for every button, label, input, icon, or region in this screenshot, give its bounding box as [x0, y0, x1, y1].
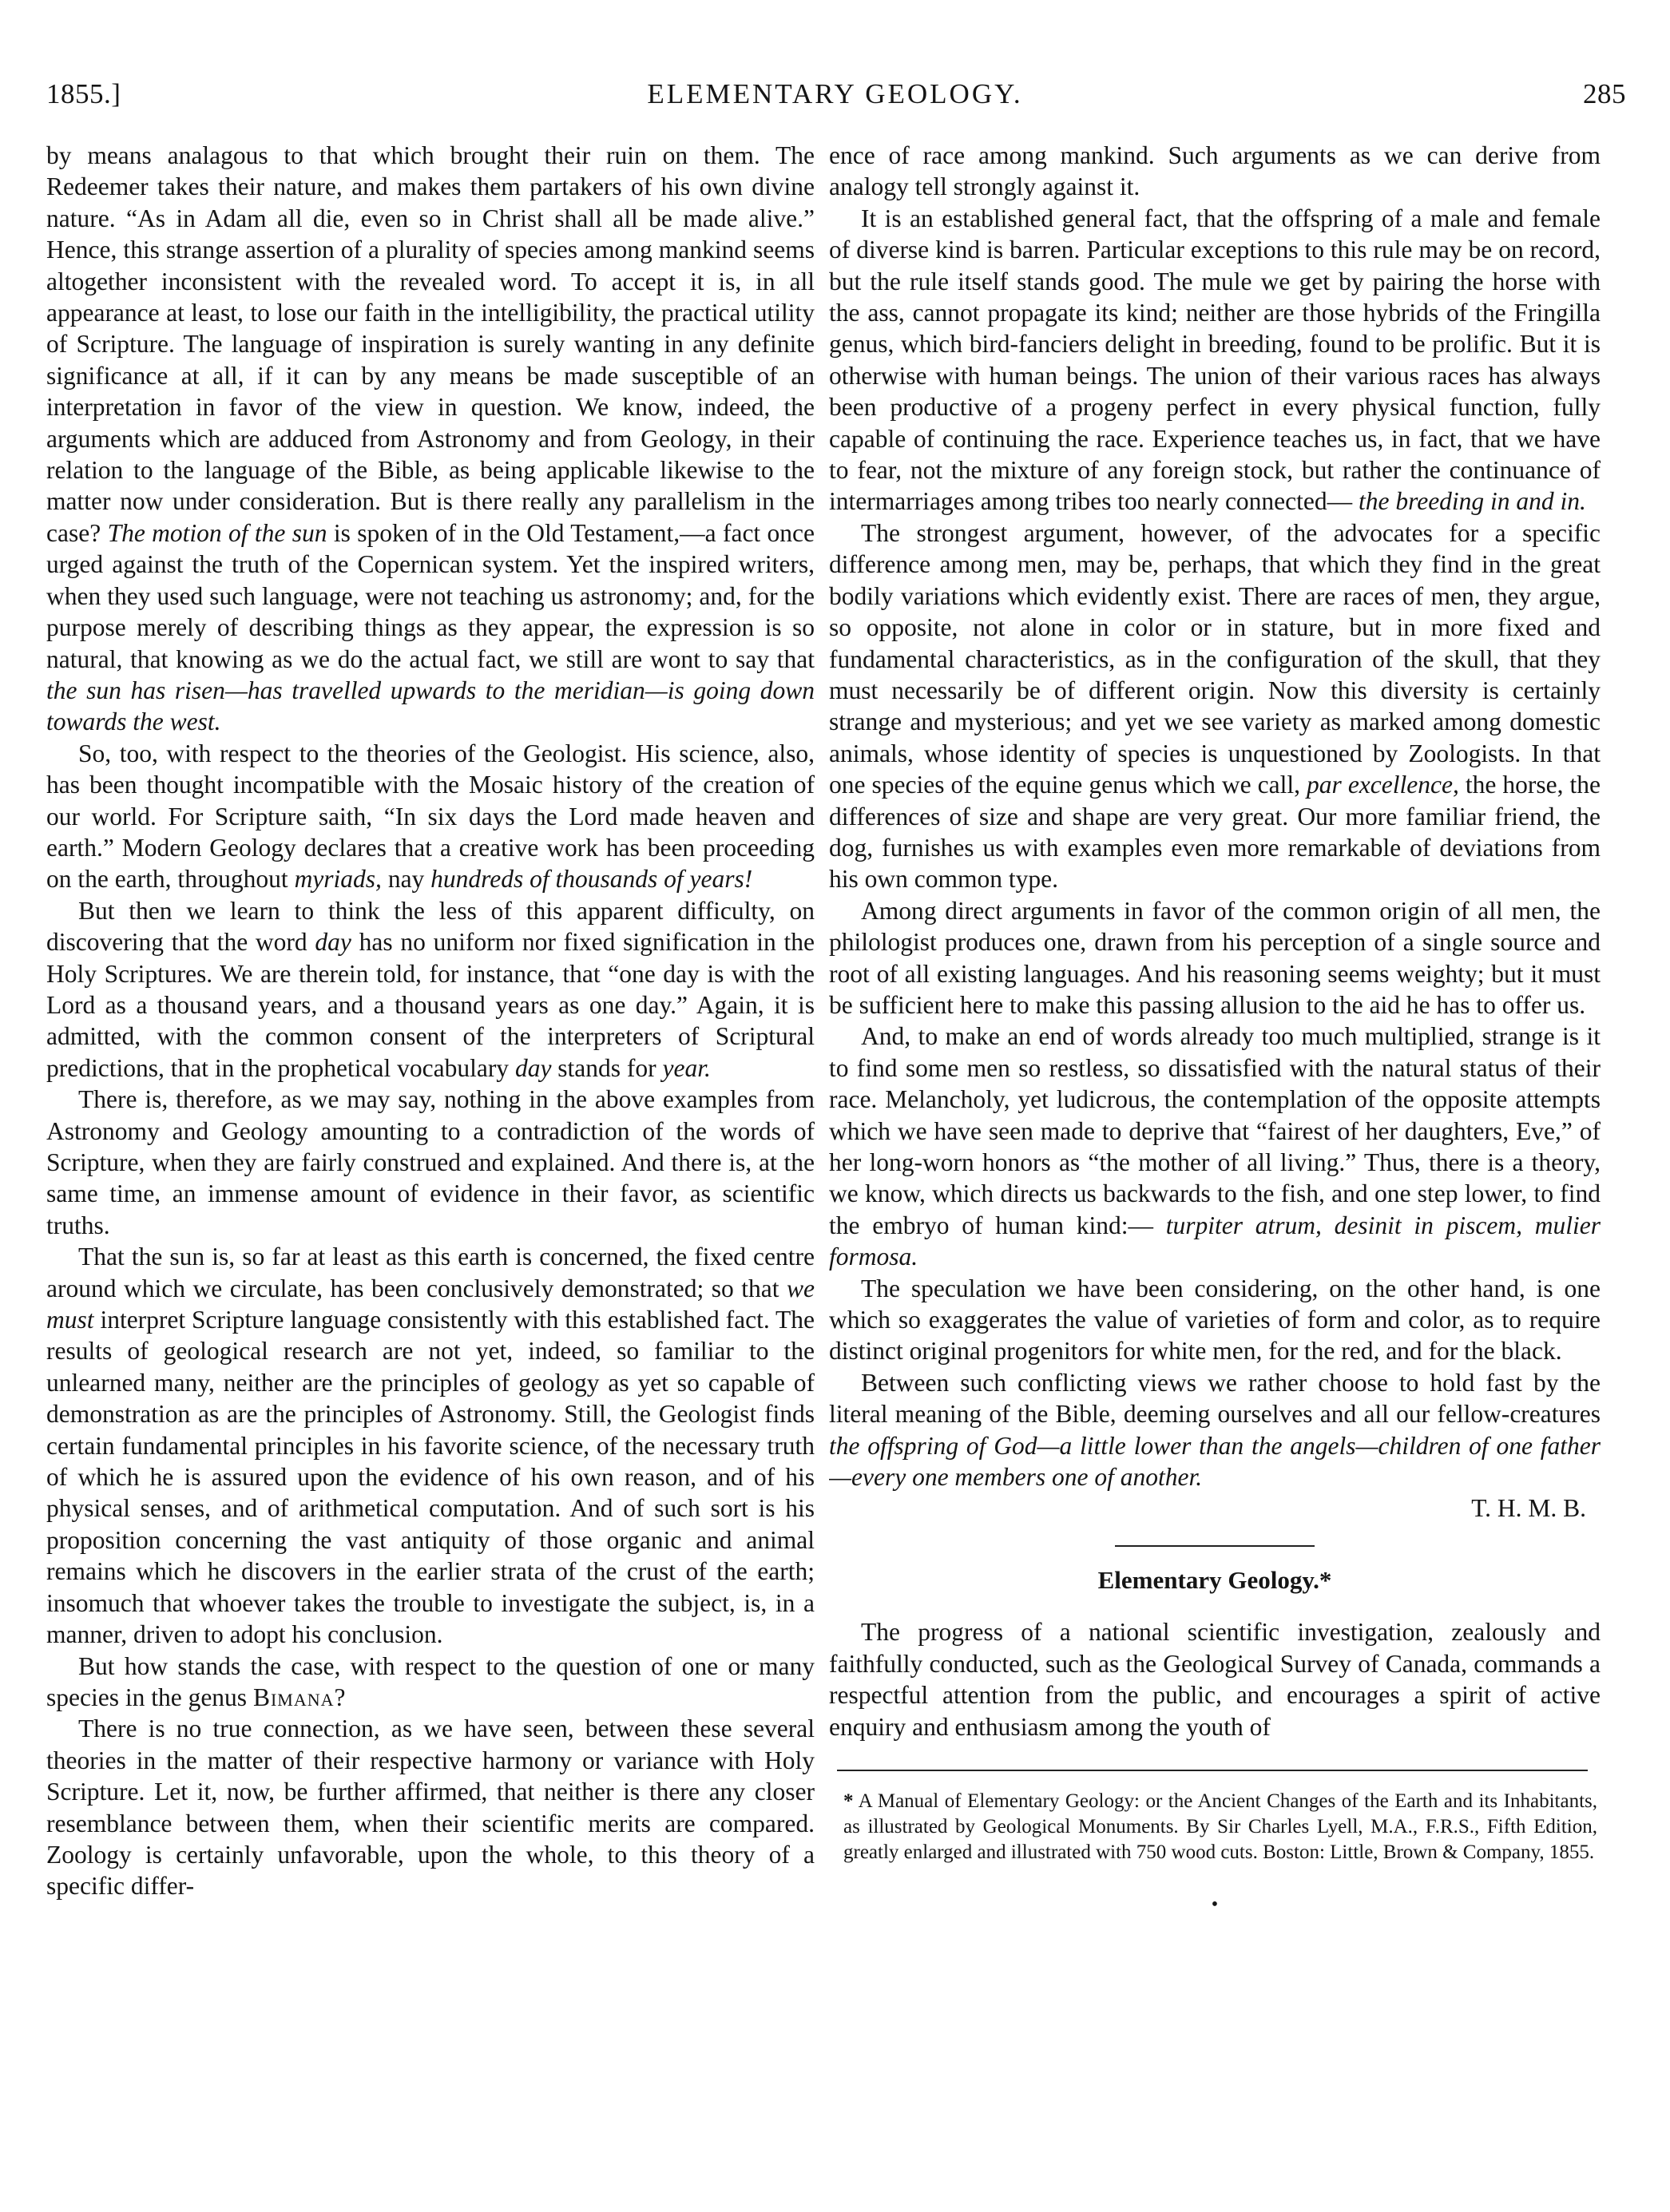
paragraph-text: Between such conflicting views we rather choose to hold fast by the literal meaning of the Bible, deeming ourselves and all our fellow-creatures [829, 1368, 1601, 1429]
italic-text: the sun has risen—has travelled upwards to the meridian—is going down towards the west. [46, 676, 815, 736]
ornament-bullet: • [1211, 1893, 1219, 1915]
paragraph-text: But how stands the case, with respect to the question of one or many species in the genus [46, 1651, 815, 1711]
footnote [829, 1789, 1601, 1865]
paragraph-text: That the sun is, so far at least as this earth is concerned, the fixed centre around which we circulate, has been conclusively demonstrated; so that [46, 1243, 815, 1302]
paragraph-text: is spoken of in the Old Testament,—a fact once urged against the truth of the Copernican system. Yet the inspired writers, when they used such language, were not teaching us astronomy; and, for the purpose merely of describing things as they appear, the expression is so natural, that knowing as we do the actual fact, we still are wont to say that [46, 518, 815, 673]
italic-text: we must [46, 1274, 815, 1334]
right-column [829, 140, 1601, 2184]
header-title: ELEMENTARY GEOLOGY. [647, 78, 1023, 109]
italic-text: The motion of the sun [107, 518, 327, 547]
paragraph [829, 1616, 1601, 1742]
paragraph [46, 1651, 815, 1714]
paragraph-text: And, to make an end of words already too much multiplied, strange is it to find some men so restless, so dissatisfied with the natural status of their race. Melancholy, yet ludicrous, the contemplation of the opposite attempts which we have seen made to deprive that “fairest of her daughters, Eve,” of her long-worn honors as “the mother of all living.” Thus, there is a theory, we know, which directs us backwards to the fish, and one step lower, to find the embryo of human kind:— [829, 1022, 1601, 1239]
running-head [0, 73, 1670, 121]
footnote-mark: * [843, 1790, 854, 1812]
footnote-text: A Manual of Elementary Geology: or the Ancient Changes of the Earth and its Inhabitants, as illustrated by Geological Monuments. By Sir Charles Lyell, M.A., F.R.S., Fifth Edition, greatly enlarged and illustrated with 750 wood cuts. Boston: Little, Brown & Company, 1855. [843, 1790, 1597, 1863]
paragraph [829, 203, 1601, 517]
paragraph-text: The strongest argument, however, of the advocates for a specific difference among men, may be, perhaps, that which they find in the great bodily variations which evidently exist. There are races of men, they argue, so opposite, not alone in color or in stature, but in more fixed and fundamental characteristics, as in the configuration of the skull, that they must necessarily be of different origin. Now this diversity is certainly strange and mysterious; and yet we see variety as marked among domestic animals, whose identity of species is unquestioned by Zoologists. In that one species of the equine genus which we call, [829, 518, 1601, 799]
footnote-divider [837, 1770, 1588, 1771]
paragraph-text: interpret Scripture language consistently with this established fact. The results of geological research are not yet, indeed, so familiar to the unlearned many, neither are the principles of geology as yet so capable of demonstration as are the principles of Astronomy. Still, the Geologist finds certain fundamental principles in his favorite science, of the necessary truth of which he is assured upon the evidence of his own reason, and of his physical senses, and of arithmetical computation. And of such sort is his proposition concerning the vast antiquity of those organic and animal remains which he discovers in the earlier strata of the crust of the earth; insomuch that whoever takes the trouble to investigate the subject, is, in a manner, driven to adopt his conclusion. [46, 1306, 815, 1649]
paragraph-text: has no uniform nor fixed signification in the Holy Scriptures. We are therein told, for instance, that “one day is with the Lord as a thousand years, and a thousand years as one day.” Again, it is admitted, with the common consent of the interpreters of Scriptural predictions, that in the prophetical vocabulary [46, 928, 815, 1082]
italic-text: the breeding in and in. [1359, 487, 1586, 516]
paragraph-text: stands for [557, 1053, 656, 1082]
paragraph-text: The progress of a national scientific investigation, zealously and faithfully conducted, such as the Geological Survey of Canada, commands a respectful attention from the public, and encourages a spirit of active enquiry and enthusiasm among the youth of [829, 1618, 1601, 1741]
paragraph-text: There is, therefore, as we may say, nothing in the above examples from Astronomy and Geology amounting to a contradiction of the words of Scripture, when they are fairly construed and explained. And there is, at the same time, an immense amount of evidence in their favor, as scientific truths. [46, 1085, 815, 1239]
italic-text: myriads, [294, 865, 382, 894]
paragraph-text: There is no true connection, as we have seen, between these several theories in the matter of their respective harmony or variance with Holy Scripture. Let it, now, be further affirmed, that neither is there any closer resemblance between them, when their scientific merits are compared. Zoology is certainly unfavorable, upon the whole, to this theory of a specific differ- [46, 1714, 815, 1901]
small-caps-text: Bimana? [252, 1683, 347, 1711]
paragraph-text: The speculation we have been considering, on the other hand, is one which so exaggerates the value of varieties of form and color, as to require distinct original progenitors for white men, for the red, and for the black. [829, 1274, 1601, 1366]
italic-text: par excellence, [1307, 771, 1459, 799]
paragraph-text: nay [387, 865, 425, 894]
section-divider [1115, 1545, 1315, 1547]
paragraph-text: by means analagous to that which brought their ruin on them. The Redeemer takes their nature, and makes them partakers of his own divine nature. “As in Adam all die, even so in Christ shall all be made alive.” Hence, this strange assertion of a plurality of species among mankind seems altogether inconsistent with the revealed word. To accept it is, in all appearance at least, to lose our faith in the intelligibility, the practical utility of Scripture. The language of inspiration is surely wanting in any definite significance at all, if it can by any means be made susceptible of an interpretation in favor of the view in question. We know, indeed, the arguments which are adduced from Astronomy and from Geology, in their relation to the language of the Bible, as being applicable likewise to the matter now under consideration. But is there really any parallelism in the case? [46, 141, 815, 547]
paragraph-text: Among direct arguments in favor of the common origin of all men, the philologist produces one, drawn from his perception of a single source and root of all existing languages. And his reasoning seems weighty; but it must be sufficient here to make this passing allusion to the aid he has to offer us. [829, 896, 1601, 1019]
left-column [46, 140, 815, 2184]
author-signature: T. H. M. B. [1471, 1494, 1586, 1523]
paragraph [46, 1713, 815, 1901]
paragraph [46, 1241, 815, 1650]
paragraph [829, 1273, 1601, 1367]
paragraph [46, 895, 815, 1084]
italic-text: day [315, 928, 351, 957]
italic-text: hundreds of thousands of years! [430, 865, 753, 894]
paragraph [829, 517, 1601, 895]
italic-text: year. [662, 1053, 711, 1082]
paragraph-text: But then we learn to think the less of this apparent difficulty, on discovering that the word [46, 896, 815, 957]
italic-text: turpiter atrum, desinit in piscem, mulier formosa. [829, 1211, 1601, 1271]
paragraph [829, 1021, 1601, 1272]
paragraph-text: the horse, the differences of size and shape are very great. Our more familiar friend, the dog, furnishes us with examples even more remarkable of deviations from his own common type. [829, 771, 1601, 894]
italic-text: the offspring of God—a little lower than the angels—children of one father—every one members one of another. [829, 1431, 1601, 1492]
paragraph [829, 895, 1601, 1021]
paragraph [46, 140, 815, 738]
paragraph [829, 140, 1601, 203]
header-year: 1855.] [46, 78, 121, 109]
italic-text: day [514, 1053, 552, 1082]
section-title: Elementary Geology.* [1097, 1565, 1332, 1594]
paragraph [46, 1084, 815, 1241]
paragraph [829, 1367, 1601, 1493]
page-number: 285 [1583, 78, 1626, 109]
paragraph-text: So, too, with respect to the theories of the Geologist. His science, also, has been thought incompatible with the Mosaic history of the creation of our world. For Scripture saith, “In six days the Lord made heaven and earth.” Modern Geology declares that a creative work has been proceeding on the earth, throughout [46, 739, 815, 894]
paragraph [46, 738, 815, 895]
paragraph-text: It is an established general fact, that the offspring of a male and female of diverse kind is barren. Particular exceptions to this rule may be on record, but the rule itself stands good. The mule we get by pairing the horse with the ass, cannot propagate its kind; neither are those hybrids of the Fringilla genus, which bird-fanciers delight in breeding, found to be prolific. But it is otherwise with human beings. The union of their various races has always been productive of a progeny perfect in every physical function, fully capable of continuing the race. Experience teaches us, in fact, that we have to fear, not the mixture of any foreign stock, but rather the continuance of intermarriages among tribes too nearly connected— [829, 204, 1601, 516]
paragraph-text: ence of race among mankind. Such arguments as we can derive from analogy tell strongly against it. [829, 141, 1601, 201]
